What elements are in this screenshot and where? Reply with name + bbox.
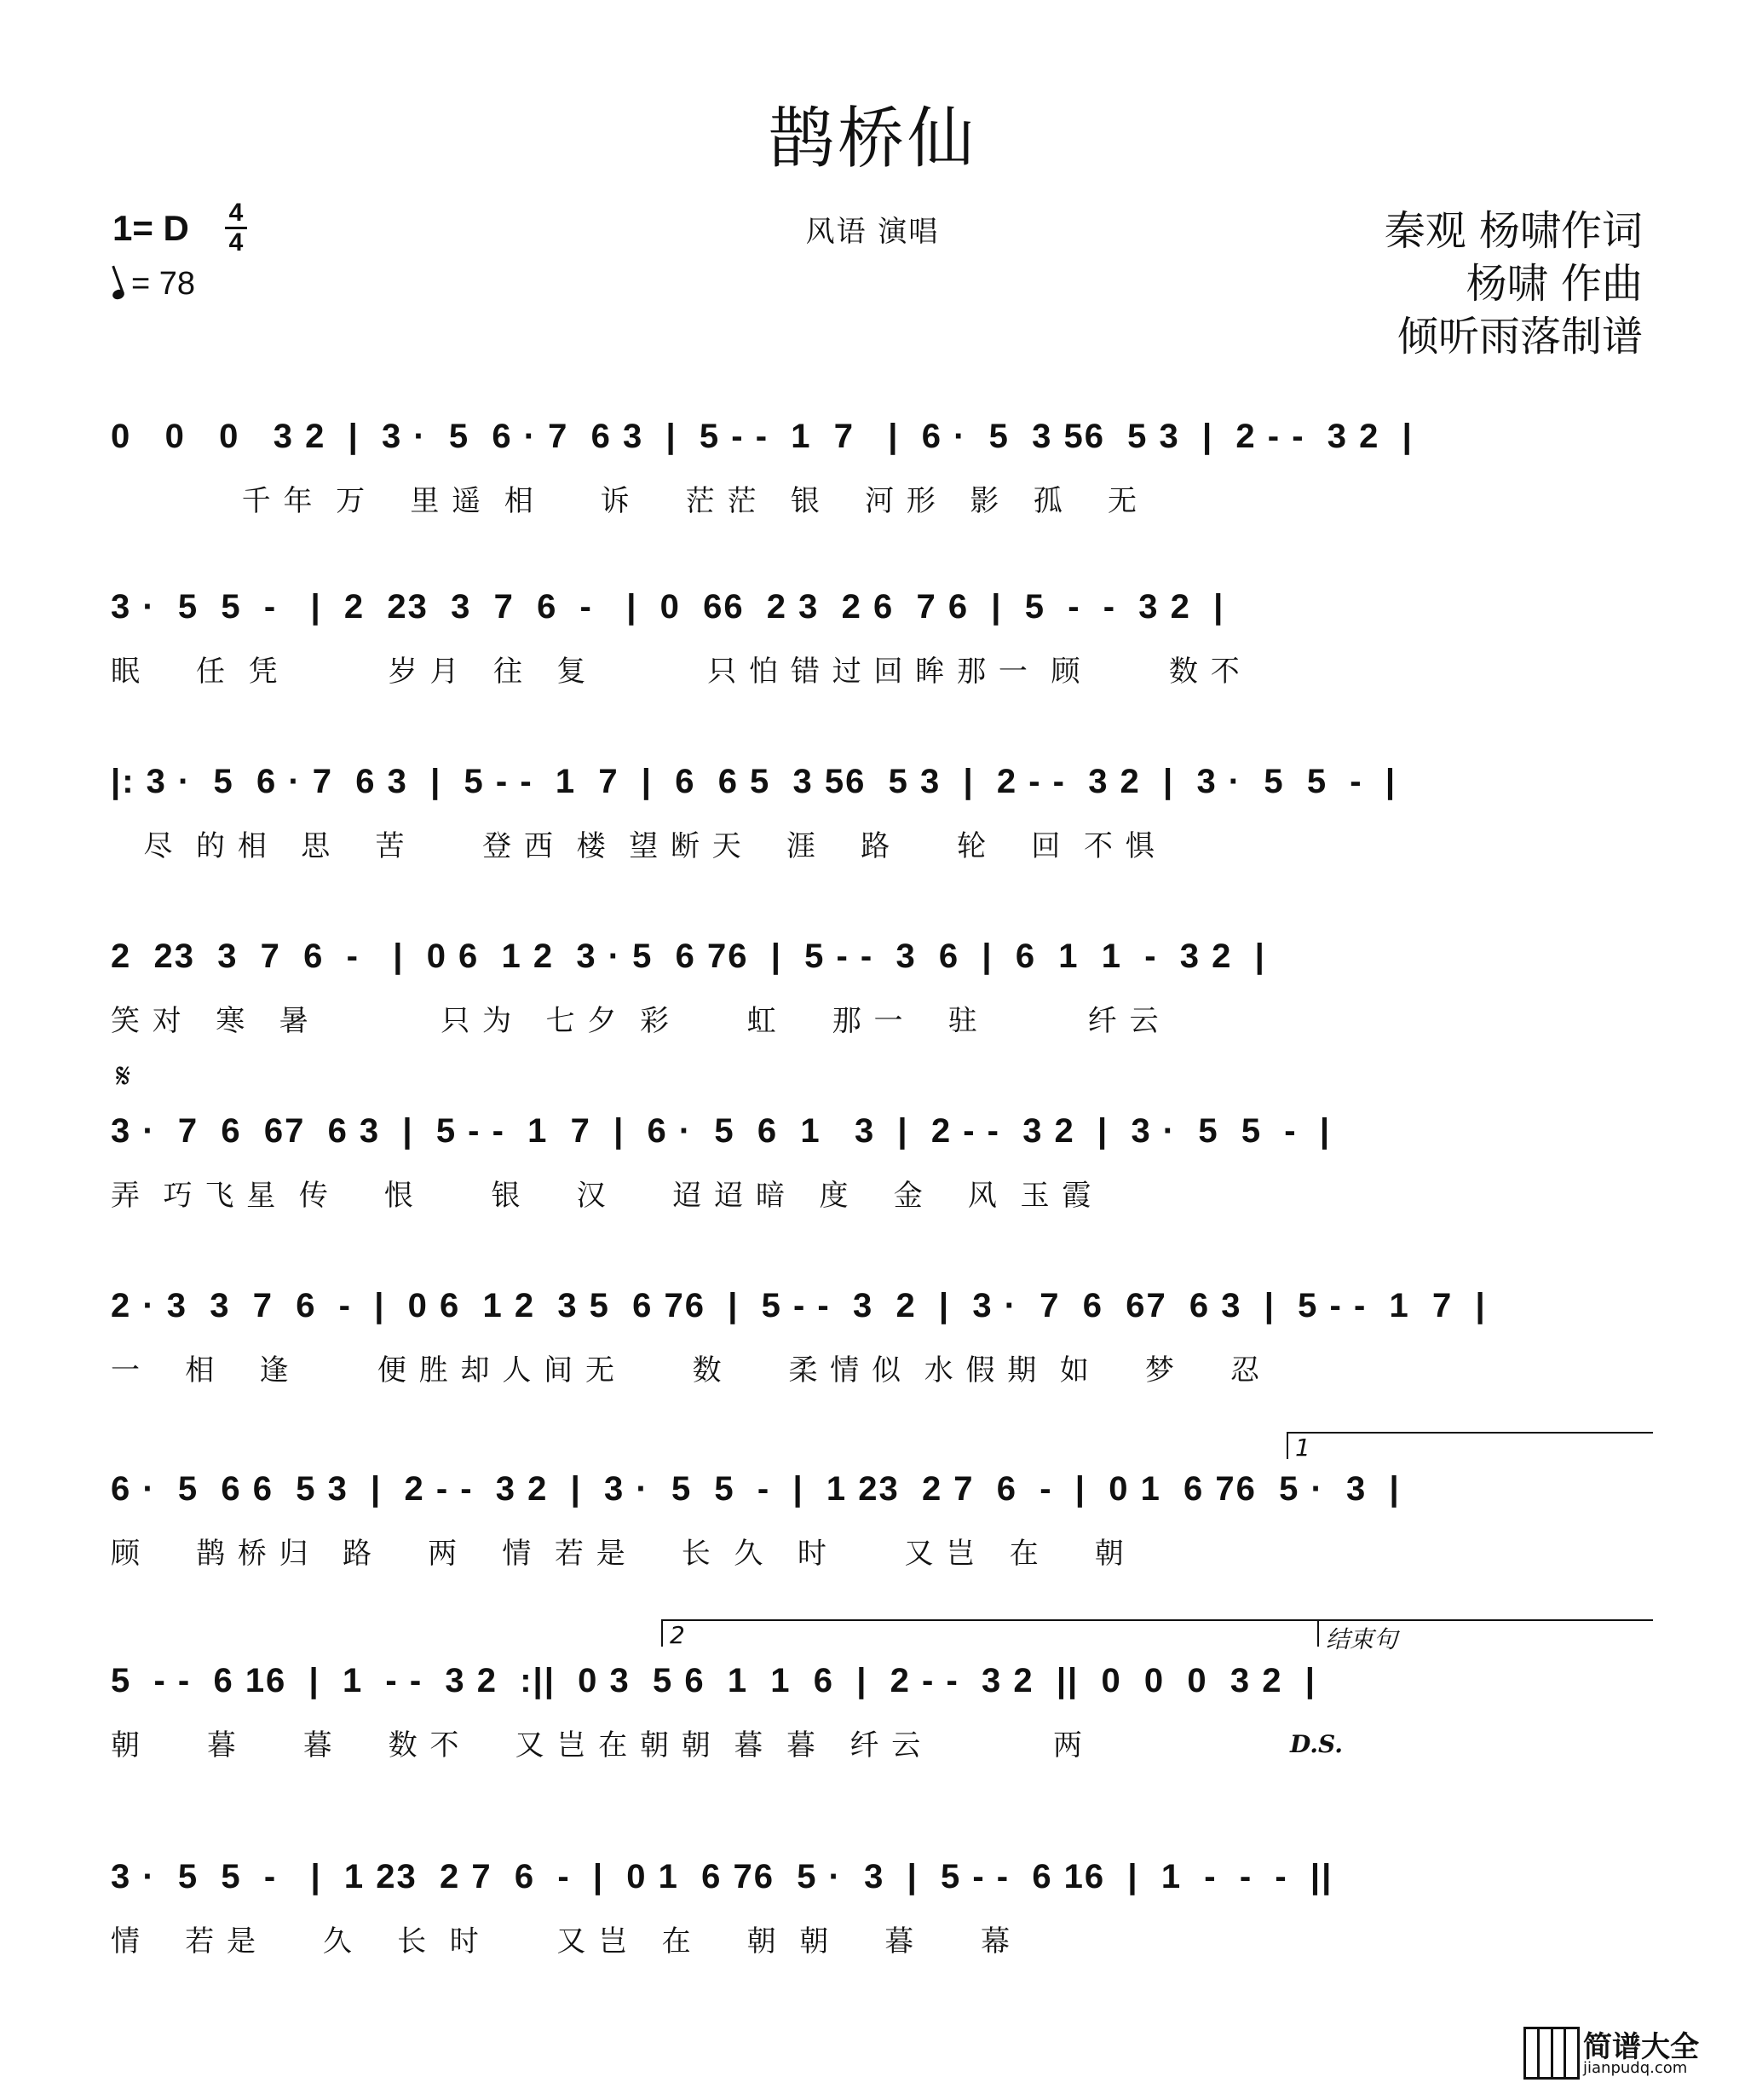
credits [1385, 205, 1643, 363]
notes-line: 2 · 3 3 7 6 - | 0 6 1 2 3 5 6 76 | 5 - - 3 2 | 3 · 7 6 67 6 3 | 5 - - 1 7 | [111, 1287, 1487, 1324]
singer-credit: 风语 演唱 [805, 215, 940, 249]
segno-sign: 𝄋 [116, 1057, 131, 1096]
first-ending-bracket: 1 [1287, 1432, 1653, 1459]
quarter-note-icon [112, 288, 126, 301]
lyrics-line: 眠 任 凭 岁 月 往 复 只 怕 错 过 回 眸 那 一 顾 数 不 [111, 655, 1241, 689]
lyrics-line: 千 年 万 里 遥 相 诉 茫 茫 银 河 形 影 孤 无 [111, 484, 1138, 518]
logo-text: 简谱大全 [1583, 2030, 1699, 2064]
song-title: 鹊桥仙 [767, 101, 977, 177]
notes-line: 5 - - 6 16 | 1 - - 3 2 :|| 0 3 5 6 1 1 6 | 2 - - 3 2 || 0 0 0 3 2 | [111, 1662, 1316, 1699]
notes-line: 2 23 3 7 6 - | 0 6 1 2 3 · 5 6 76 | 5 - - 3 6 | 6 1 1 - 3 2 | [111, 938, 1266, 975]
score-row-3 [111, 763, 1644, 863]
second-ending-bracket: 2 [661, 1619, 1317, 1647]
notes-line: 3 · 7 6 67 6 3 | 5 - - 1 7 | 6 · 5 6 1 3 | 2 - - 3 2 | 3 · 5 5 - | [111, 1112, 1332, 1150]
score-row-2 [111, 588, 1644, 689]
tempo-value: = 78 [131, 266, 196, 302]
lyrics-line: 尽 的 相 思 苦 登 西 楼 望 断 天 涯 路 轮 回 不 惧 [111, 829, 1156, 863]
score-row-5 [111, 1112, 1644, 1213]
score-row-6 [111, 1287, 1644, 1388]
lyrics-line: 笑 对 寒 暑 只 为 七 夕 彩 虹 那 一 驻 纤 云 [111, 1004, 1160, 1038]
lyrics-line: 弄 巧 飞 星 传 恨 银 汉 迢 迢 暗 度 金 风 玉 霞 [111, 1179, 1093, 1213]
piano-keys-icon [1523, 2027, 1580, 2080]
lyricist-credit: 秦观 杨啸作词 [1384, 207, 1643, 255]
ending-phrase-bracket: 结束句 [1317, 1619, 1653, 1647]
composer-credit: 杨啸 作曲 [1466, 260, 1643, 308]
transcriber-credit: 倾听雨落制谱 [1397, 313, 1643, 361]
score-row-4 [111, 938, 1644, 1038]
logo-url: jianpudq.com [1583, 2059, 1688, 2077]
lyrics-line: 朝 暮 暮 数 不 又 岂 在 朝 朝 暮 暮 纤 云 两 [111, 1728, 1084, 1762]
meter-top: 4 [228, 199, 244, 227]
score-row-1 [111, 418, 1644, 518]
key-signature: 1= D [112, 208, 189, 248]
lyrics-line: 顾 鹊 桥 归 路 两 情 若 是 长 久 时 又 岂 在 朝 [111, 1537, 1126, 1571]
notes-line: |: 3 · 5 6 · 7 6 3 | 5 - - 1 7 | 6 6 5 3 56 5 3 | 2 - - 3 2 | 3 · 5 5 - | [111, 763, 1397, 800]
site-logo [1523, 2023, 1711, 2083]
meter-bottom: 4 [228, 228, 244, 257]
notes-line: 0 0 0 3 2 | 3 · 5 6 · 7 6 3 | 5 - - 1 7 | 6 · 5 3 56 5 3 | 2 - - 3 2 | [111, 418, 1414, 455]
score-row-9 [111, 1858, 1644, 1959]
dal-segno-marking: D.S. [1290, 1730, 1344, 1758]
notes-line: 3 · 5 5 - | 1 23 2 7 6 - | 0 1 6 76 5 · 3 | 5 - - 6 16 | 1 - - - || [111, 1858, 1333, 1895]
lyrics-line: 一 相 逢 便 胜 却 人 间 无 数 柔 情 似 水 假 期 如 梦 忍 [111, 1353, 1261, 1388]
score-row-7 [111, 1470, 1644, 1571]
notes-line: 3 · 5 5 - | 2 23 3 7 6 - | 0 66 2 3 2 6 7 6 | 5 - - 3 2 | [111, 588, 1225, 626]
notes-line: 6 · 5 6 6 5 3 | 2 - - 3 2 | 3 · 5 5 - | 1 23 2 7 6 - | 0 1 6 76 5 · 3 | [111, 1470, 1401, 1508]
tempo-marking [112, 266, 195, 303]
lyrics-line: 情 若 是 久 长 时 又 岂 在 朝 朝 暮 幕 [111, 1924, 1012, 1959]
